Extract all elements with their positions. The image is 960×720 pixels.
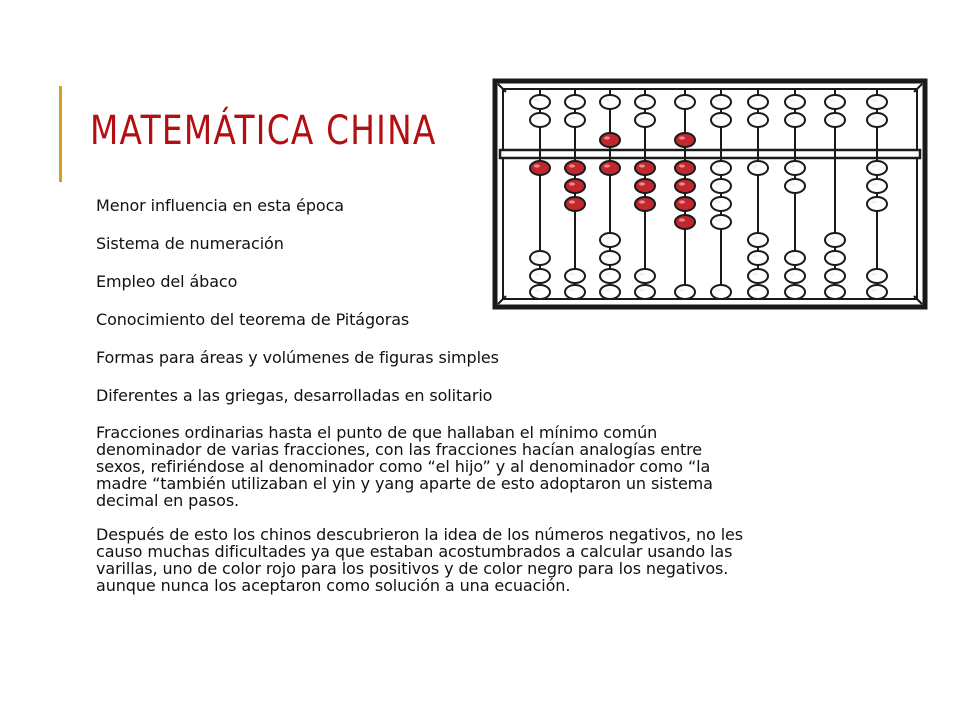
bullet-item: Diferentes a las griegas, desarrolladas en solitario [96, 386, 493, 405]
abacus-bead-red [565, 179, 585, 193]
paragraph-line: aunque nunca los aceptaron como solución a una ecuación. [96, 576, 571, 595]
abacus-bead [711, 179, 731, 193]
abacus-bead [867, 161, 887, 175]
paragraph-line: denominador de varias fracciones, con las fracciones hacían analogías entre [96, 440, 703, 459]
paragraph-line: Fracciones ordinarias hasta el punto de que hallaban el mínimo común [96, 423, 658, 442]
abacus-bead-highlight [679, 136, 685, 139]
abacus-bead-highlight [871, 272, 877, 275]
abacus-bead-highlight [871, 288, 877, 291]
abacus-bead [711, 161, 731, 175]
abacus-bead-highlight [871, 182, 877, 185]
abacus-bead-highlight [604, 164, 610, 167]
abacus-bead-highlight [569, 98, 575, 101]
abacus-bead [867, 197, 887, 211]
abacus-bead-highlight [639, 98, 645, 101]
abacus-bead-highlight [752, 164, 758, 167]
bullet-paragraph-negatives [96, 526, 836, 594]
title-accent-bar [59, 86, 62, 182]
abacus-bead-highlight [604, 136, 610, 139]
paragraph-line: causo muchas dificultades ya que estaban acostumbrados a calcular usando las [96, 542, 733, 561]
abacus-bead [825, 95, 845, 109]
abacus-bead-red [675, 179, 695, 193]
abacus-bead-red [635, 161, 655, 175]
abacus-bead-red [600, 161, 620, 175]
abacus-bead-highlight [752, 116, 758, 119]
bullet-list [96, 196, 856, 611]
abacus-bead-highlight [569, 164, 575, 167]
abacus-bead-red [635, 179, 655, 193]
abacus-bead [867, 285, 887, 299]
abacus-bead [785, 161, 805, 175]
abacus-bead-highlight [829, 98, 835, 101]
paragraph-line: sexos, refiriéndose al denominador como “el hijo” y al denominador como “la [96, 457, 711, 476]
paragraph-line: madre “también utilizaban el yin y yang aparte de esto adoptaron un sistema [96, 474, 713, 493]
abacus-bead-highlight [871, 164, 877, 167]
bullet-item: Conocimiento del teorema de Pitágoras [96, 310, 410, 329]
abacus-bead [530, 113, 550, 127]
abacus-bead-highlight [752, 98, 758, 101]
abacus-bead [867, 179, 887, 193]
abacus-bead-highlight [569, 116, 575, 119]
abacus-bead-highlight [829, 116, 835, 119]
abacus-bead-highlight [871, 98, 877, 101]
slide-title: MATEMÁTICA CHINA [90, 108, 437, 154]
abacus-bead [635, 113, 655, 127]
abacus-bead-highlight [715, 182, 721, 185]
abacus-bead [867, 113, 887, 127]
abacus-bead-highlight [789, 164, 795, 167]
bullet-item: Menor influencia en esta época [96, 196, 344, 215]
bullet-paragraph-fractions [96, 424, 836, 509]
abacus-bead-highlight [789, 116, 795, 119]
abacus-bead-highlight [604, 98, 610, 101]
paragraph-line: varillas, uno de color rojo para los positivos y de color negro para los negativos. [96, 559, 729, 578]
abacus-bead-highlight [639, 182, 645, 185]
abacus-bead-highlight [639, 116, 645, 119]
abacus-bead-highlight [679, 182, 685, 185]
abacus-bead-highlight [534, 98, 540, 101]
abacus-bead-highlight [871, 116, 877, 119]
abacus-bead [565, 95, 585, 109]
abacus-bead [785, 95, 805, 109]
abacus-bead [635, 95, 655, 109]
abacus-bead [785, 179, 805, 193]
paragraph-line: decimal en pasos. [96, 491, 240, 510]
abacus-bead-highlight [871, 200, 877, 203]
abacus-bead-highlight [569, 182, 575, 185]
abacus-bead [825, 113, 845, 127]
bullet-item: Empleo del ábaco [96, 272, 238, 291]
abacus-bead-highlight [789, 98, 795, 101]
abacus-bead-highlight [534, 164, 540, 167]
abacus-bead [600, 95, 620, 109]
abacus-bead-highlight [789, 182, 795, 185]
abacus-bead [711, 113, 731, 127]
abacus-bead-red [565, 161, 585, 175]
abacus-bead-highlight [679, 98, 685, 101]
abacus-bead [530, 95, 550, 109]
abacus-bead-red [675, 133, 695, 147]
bullet-item: Sistema de numeración [96, 234, 284, 253]
paragraph-line: Después de esto los chinos descubrieron la idea de los números negativos, no les [96, 525, 744, 544]
abacus-bead-highlight [715, 164, 721, 167]
abacus-bead-highlight [715, 116, 721, 119]
abacus-bead [867, 95, 887, 109]
abacus-bead [565, 113, 585, 127]
abacus-bead-highlight [715, 98, 721, 101]
abacus-bead-highlight [639, 164, 645, 167]
abacus-bead-red [530, 161, 550, 175]
abacus-bead [748, 161, 768, 175]
abacus-bead [785, 113, 805, 127]
bullet-item: Formas para áreas y volúmenes de figuras simples [96, 348, 499, 367]
abacus-bead [867, 269, 887, 283]
abacus-bead-red [600, 133, 620, 147]
abacus-bead-highlight [679, 164, 685, 167]
abacus-bead [748, 113, 768, 127]
abacus-bead-highlight [534, 116, 540, 119]
abacus-bead-red [675, 161, 695, 175]
abacus-bead [675, 95, 695, 109]
abacus-bead [711, 95, 731, 109]
abacus-bead [748, 95, 768, 109]
